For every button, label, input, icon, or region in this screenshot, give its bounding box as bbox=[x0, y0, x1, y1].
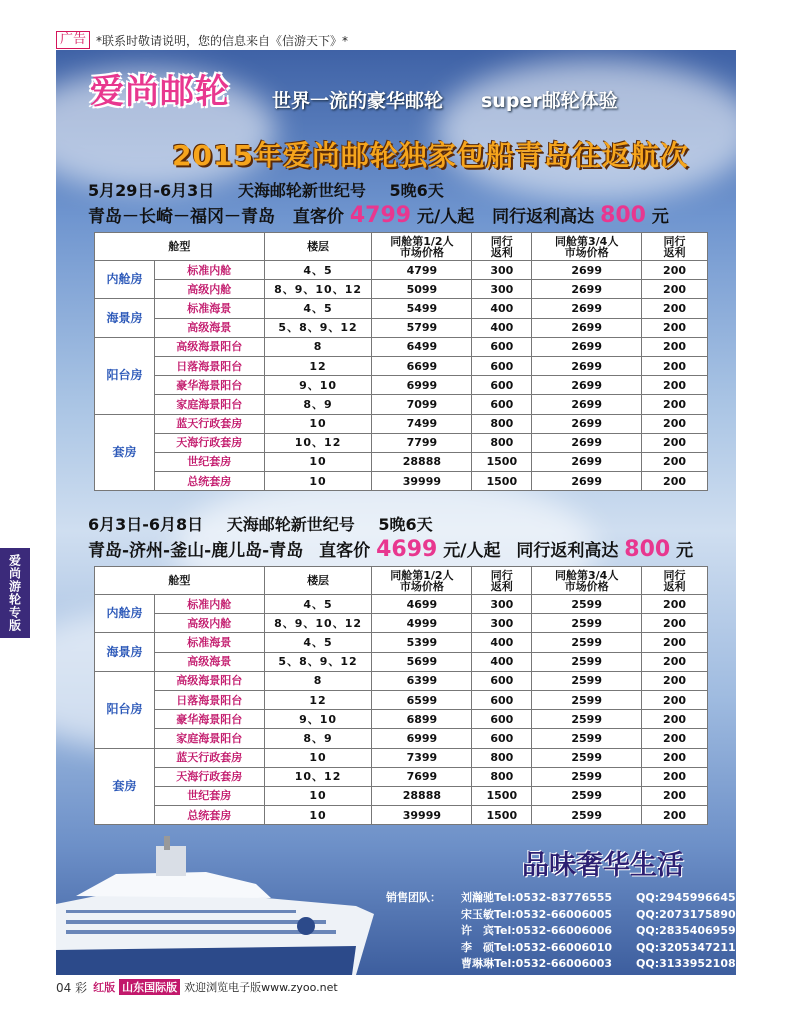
voyage1-ship: 天海邮轮新世纪号 bbox=[237, 181, 366, 200]
cabin-type-header: 舱型 bbox=[95, 567, 265, 595]
room-type: 蓝天行政套房 bbox=[154, 414, 264, 433]
rebate-1: 400 bbox=[472, 318, 532, 337]
contact-name: 曹琳琳 bbox=[461, 957, 494, 970]
voyage1-route-line bbox=[88, 202, 669, 228]
rebate-2: 200 bbox=[642, 280, 708, 299]
rebate-1: 600 bbox=[472, 395, 532, 414]
cabin-category: 海景房 bbox=[95, 299, 155, 337]
price-12: 39999 bbox=[372, 472, 472, 491]
floor: 8、9 bbox=[264, 395, 372, 414]
price-34: 2599 bbox=[532, 729, 642, 748]
floor: 10 bbox=[264, 786, 372, 805]
voyage1-price-unit: 元/人起 bbox=[417, 207, 475, 227]
ad-bar bbox=[56, 30, 348, 50]
floor: 10 bbox=[264, 414, 372, 433]
rebate-2: 200 bbox=[642, 614, 708, 633]
rebate-1: 800 bbox=[472, 414, 532, 433]
price-12: 5499 bbox=[372, 299, 472, 318]
price-12: 39999 bbox=[372, 806, 472, 825]
rebate-1: 1500 bbox=[472, 786, 532, 805]
voyage1-rebate-value: 800 bbox=[600, 203, 646, 228]
rebate2-header: 同行 返利 bbox=[642, 567, 708, 595]
voyage2-price: 4699 bbox=[376, 537, 438, 562]
room-type: 日落海景阳台 bbox=[154, 690, 264, 709]
floor: 10、12 bbox=[264, 433, 372, 452]
room-type: 高级海景阳台 bbox=[154, 671, 264, 690]
floor: 10、12 bbox=[264, 767, 372, 786]
advert-frame bbox=[56, 50, 736, 975]
rebate-1: 800 bbox=[472, 767, 532, 786]
price-12: 7699 bbox=[372, 767, 472, 786]
room-type: 标准海景 bbox=[154, 299, 264, 318]
price-12: 7499 bbox=[372, 414, 472, 433]
rebate-1: 300 bbox=[472, 261, 532, 280]
voyage2-dates: 6月3日-6月8日 bbox=[88, 515, 204, 534]
price-34: 2599 bbox=[532, 614, 642, 633]
floor: 4、5 bbox=[264, 595, 372, 614]
price-34: 2699 bbox=[532, 299, 642, 318]
price-12: 28888 bbox=[372, 786, 472, 805]
price-34: 2699 bbox=[532, 376, 642, 395]
cabin-category: 套房 bbox=[95, 748, 155, 825]
price-34: 2699 bbox=[532, 280, 642, 299]
price-12: 6699 bbox=[372, 356, 472, 375]
table-row bbox=[95, 614, 708, 633]
rebate-2: 200 bbox=[642, 337, 708, 356]
voyage2-duration: 5晚6天 bbox=[378, 515, 433, 534]
floor: 8、9、10、12 bbox=[264, 280, 372, 299]
price-12: 6499 bbox=[372, 337, 472, 356]
voyage1-route: 青岛－长崎－福冈－青岛 bbox=[88, 207, 275, 227]
price-12: 6599 bbox=[372, 690, 472, 709]
rebate-2: 200 bbox=[642, 318, 708, 337]
rebate-2: 200 bbox=[642, 395, 708, 414]
rebate-2: 200 bbox=[642, 767, 708, 786]
rebate-2: 200 bbox=[642, 376, 708, 395]
voyage2-ship: 天海邮轮新世纪号 bbox=[226, 515, 355, 534]
price-34: 2699 bbox=[532, 261, 642, 280]
rebate-2: 200 bbox=[642, 299, 708, 318]
room-type: 高级内舱 bbox=[154, 280, 264, 299]
price-34: 2699 bbox=[532, 472, 642, 491]
contact-phone: Tel:0532-66006003 bbox=[494, 957, 613, 970]
table-row bbox=[95, 671, 708, 690]
rebate-1: 800 bbox=[472, 433, 532, 452]
rebate-1: 600 bbox=[472, 729, 532, 748]
contact-phone: Tel:0532-66006005 bbox=[494, 907, 613, 921]
room-type: 家庭海景阳台 bbox=[154, 729, 264, 748]
rebate-1: 1500 bbox=[472, 472, 532, 491]
page-number: 04 彩 bbox=[56, 980, 88, 995]
price-12: 6999 bbox=[372, 729, 472, 748]
table-row bbox=[95, 337, 708, 356]
table-row bbox=[95, 729, 708, 748]
contact-name: 李 硕 bbox=[461, 940, 494, 954]
table-row bbox=[95, 318, 708, 337]
voyage1-rebate-label: 同行返利高达 bbox=[492, 207, 595, 227]
price-34: 2599 bbox=[532, 652, 642, 671]
rebate-header: 同行 返利 bbox=[472, 233, 532, 261]
table-row bbox=[95, 633, 708, 652]
price-12: 5799 bbox=[372, 318, 472, 337]
room-type: 天海行政套房 bbox=[154, 767, 264, 786]
table-row bbox=[95, 767, 708, 786]
room-type: 总统套房 bbox=[154, 472, 264, 491]
voyage2-price-label: 直客价 bbox=[319, 541, 371, 561]
price-12: 6399 bbox=[372, 671, 472, 690]
rebate-1: 1500 bbox=[472, 452, 532, 471]
rebate-2: 200 bbox=[642, 652, 708, 671]
floor: 12 bbox=[264, 356, 372, 375]
voyage1-header bbox=[88, 178, 462, 201]
table-row bbox=[95, 652, 708, 671]
price-12: 5399 bbox=[372, 633, 472, 652]
table-row bbox=[95, 786, 708, 805]
voyage2-route: 青岛-济州-釜山-鹿儿岛-青岛 bbox=[88, 541, 304, 561]
rebate-1: 600 bbox=[472, 337, 532, 356]
ad-notice: *联系时敬请说明，您的信息来自《信游天下》* bbox=[96, 33, 349, 48]
voyage2-price-unit: 元/人起 bbox=[443, 541, 501, 561]
floor: 4、5 bbox=[264, 299, 372, 318]
voyage1-price-table bbox=[94, 232, 708, 491]
version-label: 红版 bbox=[93, 981, 116, 994]
contact-qq: QQ:3133952108 bbox=[636, 957, 736, 970]
floor: 8 bbox=[264, 671, 372, 690]
room-type: 蓝天行政套房 bbox=[154, 748, 264, 767]
floor: 8、9、10、12 bbox=[264, 614, 372, 633]
cabin-category: 内舱房 bbox=[95, 261, 155, 299]
voyage2-route-line bbox=[88, 536, 693, 562]
table-header-row bbox=[95, 233, 708, 261]
rebate-1: 800 bbox=[472, 748, 532, 767]
rebate-1: 400 bbox=[472, 633, 532, 652]
contact-phone: Tel:0532-83776555 bbox=[494, 891, 613, 904]
table-row bbox=[95, 452, 708, 471]
cabin-category: 海景房 bbox=[95, 633, 155, 671]
price12-header: 同舱第1/2人 市场价格 bbox=[372, 567, 472, 595]
floor-header: 楼层 bbox=[264, 567, 372, 595]
floor: 5、8、9、12 bbox=[264, 652, 372, 671]
voyage1-duration: 5晚6天 bbox=[389, 181, 444, 200]
room-type: 日落海景阳台 bbox=[154, 356, 264, 375]
price-34: 2699 bbox=[532, 356, 642, 375]
voyage1-dates: 5月29日-6月3日 bbox=[88, 181, 215, 200]
floor: 10 bbox=[264, 748, 372, 767]
floor: 10 bbox=[264, 806, 372, 825]
rebate-2: 200 bbox=[642, 452, 708, 471]
floor: 10 bbox=[264, 452, 372, 471]
rebate-1: 400 bbox=[472, 652, 532, 671]
price-12: 6999 bbox=[372, 376, 472, 395]
contact-phone: Tel:0532-66006006 bbox=[494, 924, 613, 937]
room-type: 世纪套房 bbox=[154, 786, 264, 805]
brand-tagline-2: super邮轮体验 bbox=[481, 90, 618, 112]
price-34: 2599 bbox=[532, 767, 642, 786]
sales-contact bbox=[386, 907, 736, 924]
table-row bbox=[95, 395, 708, 414]
contact-qq: QQ:3205347211 bbox=[636, 940, 736, 954]
table-row bbox=[95, 748, 708, 767]
rebate-1: 600 bbox=[472, 376, 532, 395]
ad-tag: 广告 bbox=[56, 31, 90, 49]
room-type: 家庭海景阳台 bbox=[154, 395, 264, 414]
table-row bbox=[95, 472, 708, 491]
price-34: 2599 bbox=[532, 786, 642, 805]
contact-qq: QQ:2835406959 bbox=[636, 924, 736, 937]
cabin-category: 阳台房 bbox=[95, 337, 155, 414]
price-12: 7099 bbox=[372, 395, 472, 414]
sales-contact bbox=[386, 956, 736, 973]
price-34: 2599 bbox=[532, 690, 642, 709]
rebate-1: 600 bbox=[472, 356, 532, 375]
room-type: 标准内舱 bbox=[154, 261, 264, 280]
price-34: 2699 bbox=[532, 452, 642, 471]
voyage2-rebate-label: 同行返利高达 bbox=[516, 541, 619, 561]
rebate-1: 600 bbox=[472, 710, 532, 729]
price-34: 2699 bbox=[532, 337, 642, 356]
room-type: 豪华海景阳台 bbox=[154, 376, 264, 395]
rebate-1: 1500 bbox=[472, 806, 532, 825]
cabin-category: 阳台房 bbox=[95, 671, 155, 748]
table-row bbox=[95, 376, 708, 395]
price-34: 2599 bbox=[532, 710, 642, 729]
room-type: 豪华海景阳台 bbox=[154, 710, 264, 729]
rebate-1: 300 bbox=[472, 280, 532, 299]
rebate-1: 300 bbox=[472, 595, 532, 614]
rebate-2: 200 bbox=[642, 472, 708, 491]
price-12: 6899 bbox=[372, 710, 472, 729]
room-type: 天海行政套房 bbox=[154, 433, 264, 452]
table-row bbox=[95, 280, 708, 299]
table-row bbox=[95, 261, 708, 280]
sales-label: 销售团队： bbox=[386, 891, 441, 904]
price-34: 2599 bbox=[532, 633, 642, 652]
table-row bbox=[95, 356, 708, 375]
table-row bbox=[95, 414, 708, 433]
table-row bbox=[95, 299, 708, 318]
contact-qq: QQ:2073175890 bbox=[636, 907, 736, 921]
price-34: 2699 bbox=[532, 433, 642, 452]
floor: 9、10 bbox=[264, 710, 372, 729]
table-row bbox=[95, 710, 708, 729]
table-row bbox=[95, 433, 708, 452]
price-12: 4699 bbox=[372, 595, 472, 614]
rebate-2: 200 bbox=[642, 786, 708, 805]
cabin-type-header: 舱型 bbox=[95, 233, 265, 261]
rebate-2: 200 bbox=[642, 356, 708, 375]
rebate-1: 600 bbox=[472, 671, 532, 690]
footer bbox=[56, 979, 338, 995]
floor: 12 bbox=[264, 690, 372, 709]
room-type: 标准内舱 bbox=[154, 595, 264, 614]
price-12: 4799 bbox=[372, 261, 472, 280]
main-title: 2015年爱尚邮轮独家包船青岛往返航次 bbox=[172, 139, 689, 172]
rebate2-header: 同行 返利 bbox=[642, 233, 708, 261]
website-link[interactable]: 欢迎浏览电子版www.zyoo.net bbox=[184, 981, 338, 994]
contact-name: 刘瀚驰 bbox=[461, 891, 494, 904]
contact-name: 许 宾 bbox=[461, 924, 494, 937]
rebate-2: 200 bbox=[642, 806, 708, 825]
floor-header: 楼层 bbox=[264, 233, 372, 261]
room-type: 世纪套房 bbox=[154, 452, 264, 471]
rebate-1: 400 bbox=[472, 299, 532, 318]
room-type: 高级内舱 bbox=[154, 614, 264, 633]
price34-header: 同舱第3/4人 市场价格 bbox=[532, 233, 642, 261]
rebate-2: 200 bbox=[642, 595, 708, 614]
price-34: 2699 bbox=[532, 414, 642, 433]
floor: 4、5 bbox=[264, 261, 372, 280]
rebate-2: 200 bbox=[642, 729, 708, 748]
slogan: 品味奢华生活 bbox=[522, 850, 684, 881]
rebate-2: 200 bbox=[642, 710, 708, 729]
price-12: 7799 bbox=[372, 433, 472, 452]
sales-contact bbox=[386, 940, 736, 957]
rebate-1: 300 bbox=[472, 614, 532, 633]
rebate-2: 200 bbox=[642, 433, 708, 452]
room-type: 高级海景 bbox=[154, 318, 264, 337]
cabin-category: 套房 bbox=[95, 414, 155, 491]
price-12: 28888 bbox=[372, 452, 472, 471]
contact-qq: QQ:2945996645 bbox=[636, 891, 736, 904]
cloud-decoration bbox=[436, 60, 736, 200]
side-tab: 爱尚游轮专版 bbox=[0, 548, 30, 638]
voyage2-rebate-unit: 元 bbox=[676, 541, 694, 561]
table-header-row bbox=[95, 567, 708, 595]
floor: 8、9 bbox=[264, 729, 372, 748]
room-type: 高级海景 bbox=[154, 652, 264, 671]
cruise-ship-illustration bbox=[56, 834, 386, 975]
floor: 8 bbox=[264, 337, 372, 356]
rebate-2: 200 bbox=[642, 633, 708, 652]
price34-header: 同舱第3/4人 市场价格 bbox=[532, 567, 642, 595]
voyage2-price-table bbox=[94, 566, 708, 825]
price12-header: 同舱第1/2人 市场价格 bbox=[372, 233, 472, 261]
contact-phone: Tel:0532-66006010 bbox=[494, 940, 613, 954]
floor: 5、8、9、12 bbox=[264, 318, 372, 337]
floor: 9、10 bbox=[264, 376, 372, 395]
sales-contact bbox=[386, 923, 736, 940]
price-34: 2599 bbox=[532, 748, 642, 767]
voyage1-price-label: 直客价 bbox=[292, 207, 344, 227]
price-34: 2699 bbox=[532, 395, 642, 414]
price-12: 5099 bbox=[372, 280, 472, 299]
price-12: 4999 bbox=[372, 614, 472, 633]
sales-team bbox=[386, 890, 736, 973]
table-row bbox=[95, 690, 708, 709]
price-34: 2599 bbox=[532, 595, 642, 614]
voyage1-price: 4799 bbox=[349, 203, 412, 228]
brand-logo: 爱尚邮轮 bbox=[90, 72, 230, 112]
rebate-2: 200 bbox=[642, 690, 708, 709]
rebate-header: 同行 返利 bbox=[472, 567, 532, 595]
rebate-1: 600 bbox=[472, 690, 532, 709]
cabin-category: 内舱房 bbox=[95, 595, 155, 633]
edition-badge: 山东国际版 bbox=[119, 979, 180, 995]
price-34: 2599 bbox=[532, 671, 642, 690]
voyage1-rebate-unit: 元 bbox=[651, 207, 669, 227]
voyage2-rebate-value: 800 bbox=[624, 537, 671, 562]
floor: 10 bbox=[264, 472, 372, 491]
rebate-2: 200 bbox=[642, 671, 708, 690]
price-12: 5699 bbox=[372, 652, 472, 671]
rebate-2: 200 bbox=[642, 748, 708, 767]
contact-name: 宋玉敏 bbox=[461, 907, 494, 921]
rebate-2: 200 bbox=[642, 261, 708, 280]
rebate-2: 200 bbox=[642, 414, 708, 433]
price-34: 2599 bbox=[532, 806, 642, 825]
sales-contact bbox=[386, 890, 736, 907]
room-type: 高级海景阳台 bbox=[154, 337, 264, 356]
price-34: 2699 bbox=[532, 318, 642, 337]
voyage2-header bbox=[88, 512, 451, 535]
brand-tagline: 世界一流的豪华邮轮 bbox=[272, 90, 444, 112]
price-12: 7399 bbox=[372, 748, 472, 767]
table-row bbox=[95, 595, 708, 614]
floor: 4、5 bbox=[264, 633, 372, 652]
room-type: 标准海景 bbox=[154, 633, 264, 652]
room-type: 总统套房 bbox=[154, 806, 264, 825]
table-row bbox=[95, 806, 708, 825]
